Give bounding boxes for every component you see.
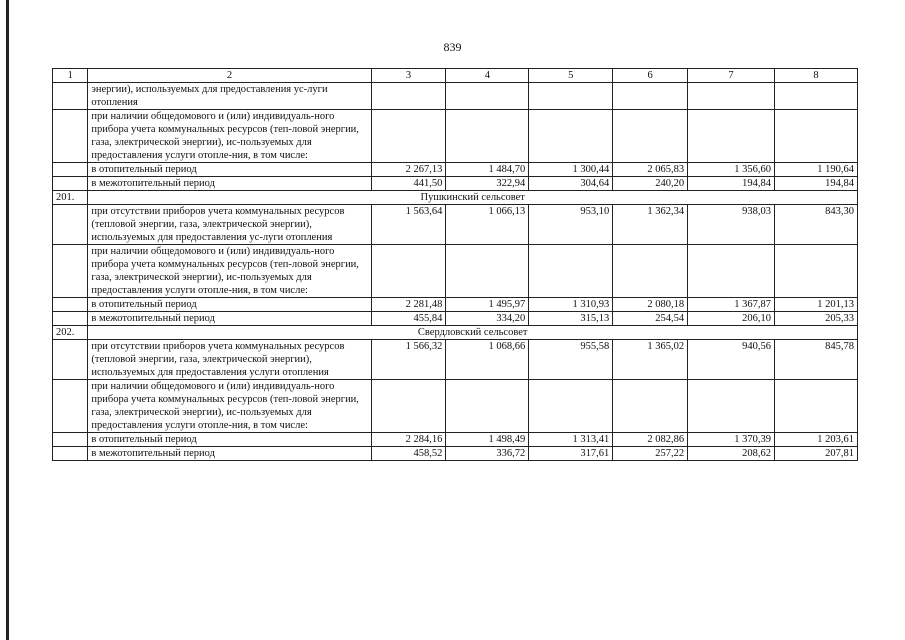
table-cell: 2 082,86 (613, 433, 688, 447)
table-cell: 304,64 (529, 177, 613, 191)
table-cell: 1 484,70 (446, 163, 529, 177)
row-label: в межотопительный период (88, 447, 371, 461)
table-cell: 455,84 (371, 312, 446, 326)
row-label: в отопительный период (88, 163, 371, 177)
table-cell: 2 284,16 (371, 433, 446, 447)
column-number: 4 (446, 69, 529, 83)
table-row (53, 110, 858, 163)
table-cell: 207,81 (775, 447, 858, 461)
table-cell: 334,20 (446, 312, 529, 326)
page-left-border (6, 0, 9, 640)
table-row (53, 340, 858, 380)
table-cell: 322,94 (446, 177, 529, 191)
table-row (53, 380, 858, 433)
table-row (53, 312, 858, 326)
table-cell: 953,10 (529, 205, 613, 245)
table-cell: 1 566,32 (371, 340, 446, 380)
table-cell: 1 563,64 (371, 205, 446, 245)
table-cell: 955,58 (529, 340, 613, 380)
table-cell: 2 065,83 (613, 163, 688, 177)
table-row (53, 163, 858, 177)
column-number: 1 (53, 69, 88, 83)
column-number: 6 (613, 69, 688, 83)
table-cell: 458,52 (371, 447, 446, 461)
table-cell: 2 281,48 (371, 298, 446, 312)
table-row (53, 433, 858, 447)
page-number: 839 (443, 40, 462, 54)
row-description: при отсутствии приборов учета коммунальных ресурсов (тепловой энергии, газа, электрической энергии), используемых для предоставления ус-луги отопления (88, 205, 371, 245)
table-cell: 1 498,49 (446, 433, 529, 447)
table-cell: 1 362,34 (613, 205, 688, 245)
column-number: 2 (88, 69, 371, 83)
table-cell: 1 365,02 (613, 340, 688, 380)
column-number: 5 (529, 69, 613, 83)
row-label: в межотопительный период (88, 177, 371, 191)
tariff-table (52, 68, 858, 461)
column-number: 7 (688, 69, 775, 83)
row-description: при отсутствии приборов учета коммунальных ресурсов (тепловой энергии, газа, электрической энергии), используемых для предоставления услуги отопления (88, 340, 371, 380)
table-cell: 194,84 (775, 177, 858, 191)
table-cell: 317,61 (529, 447, 613, 461)
table-cell: 1 356,60 (688, 163, 775, 177)
table-cell: 1 310,93 (529, 298, 613, 312)
table-cell: 940,56 (688, 340, 775, 380)
section-number: 201. (53, 191, 88, 205)
section-number: 202. (53, 326, 88, 340)
table-row (53, 447, 858, 461)
table-cell: 1 367,87 (688, 298, 775, 312)
row-description: при наличии общедомового и (или) индивидуаль-ного прибора учета коммунальных ресурсов (теп-ловой энергии, газа, электрической энергии), ис-пользуемых для предоставления услуги отопле-ния, в том числе: (88, 245, 371, 298)
table-cell: 254,54 (613, 312, 688, 326)
table-row (53, 245, 858, 298)
row-description: энергии), используемых для предоставления ус-луги отопления (88, 83, 371, 110)
table-cell: 1 068,66 (446, 340, 529, 380)
table-cell: 2 080,18 (613, 298, 688, 312)
table-cell: 257,22 (613, 447, 688, 461)
table-cell: 1 370,39 (688, 433, 775, 447)
row-label: в отопительный период (88, 433, 371, 447)
table-cell: 2 267,13 (371, 163, 446, 177)
row-label: в межотопительный период (88, 312, 371, 326)
table-cell: 1 300,44 (529, 163, 613, 177)
section-row (53, 326, 858, 340)
column-number: 3 (371, 69, 446, 83)
table-cell: 1 495,97 (446, 298, 529, 312)
table-cell: 1 203,61 (775, 433, 858, 447)
table-cell: 208,62 (688, 447, 775, 461)
section-name: Свердловский сельсовет (88, 326, 858, 340)
row-description: при наличии общедомового и (или) индивидуаль-ного прибора учета коммунальных ресурсов (теп-ловой энергии, газа, электрической энергии), ис-пользуемых для предоставления услуги отопле-ния, в том числе: (88, 380, 371, 433)
table-row (53, 205, 858, 245)
table-cell: 205,33 (775, 312, 858, 326)
row-label: в отопительный период (88, 298, 371, 312)
section-row (53, 191, 858, 205)
column-number: 8 (775, 69, 858, 83)
table-row (53, 298, 858, 312)
table-cell: 336,72 (446, 447, 529, 461)
table-cell: 240,20 (613, 177, 688, 191)
table-cell: 938,03 (688, 205, 775, 245)
column-number-row (53, 69, 858, 83)
table-row (53, 177, 858, 191)
table-cell: 441,50 (371, 177, 446, 191)
table-cell: 843,30 (775, 205, 858, 245)
table-cell: 1 313,41 (529, 433, 613, 447)
table-row (53, 83, 858, 110)
table-cell: 1 201,13 (775, 298, 858, 312)
table-cell: 1 190,64 (775, 163, 858, 177)
table-cell: 845,78 (775, 340, 858, 380)
table-cell: 206,10 (688, 312, 775, 326)
table-cell: 1 066,13 (446, 205, 529, 245)
table-cell: 315,13 (529, 312, 613, 326)
row-description: при наличии общедомового и (или) индивидуаль-ного прибора учета коммунальных ресурсов (теп-ловой энергии, газа, электрической энергии), ис-пользуемых для предоставления услуги отопле-ния, в том числе: (88, 110, 371, 163)
section-name: Пушкинский сельсовет (88, 191, 858, 205)
table-cell: 194,84 (688, 177, 775, 191)
